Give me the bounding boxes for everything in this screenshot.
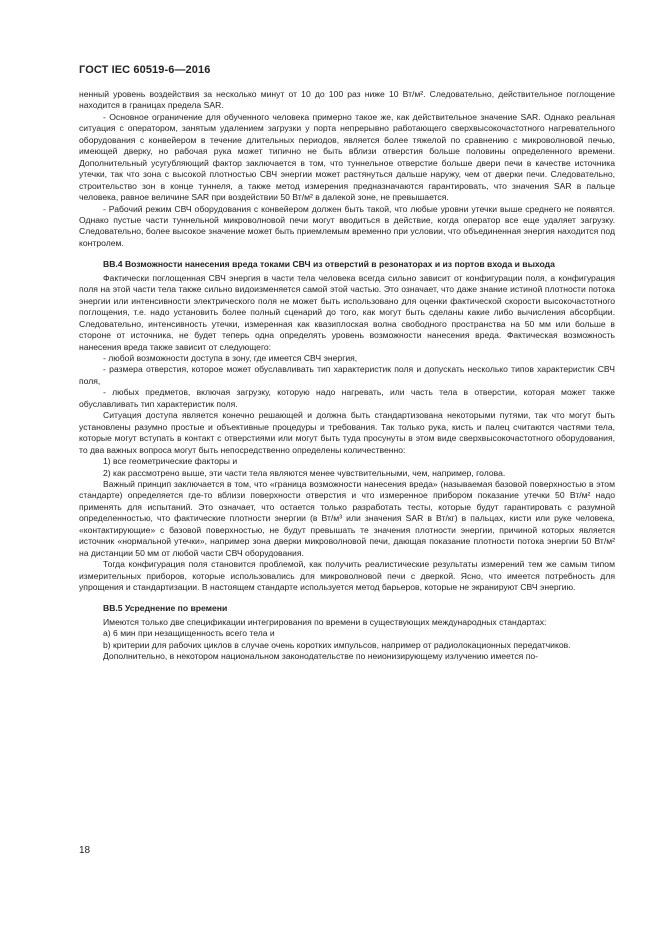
list-item: a) 6 мин при незащищенность всего тела и <box>103 628 275 639</box>
document-body <box>79 89 615 663</box>
document-header: ГОСТ IEC 60519-6—2016 <box>79 64 211 76</box>
paragraph: Ситуация доступа является конечно решающей и должна быть стандартизована некоторыми путями, так что могут быть установлены разумно простые и объективные процедуры и требования. Так только рука, кисть и палец считаются частями тела, которые могут вступать в контакт с отверстиями или могут быть туда просунуты в этом виде сверхвысокочастотного оборудования, то два важных вопроса могут быть непосредственно определены количественно: <box>79 410 615 455</box>
list-item: 2) как рассмотрено выше, эти части тела являются менее чувствительными, чем, например, голова. <box>103 467 506 478</box>
paragraph: Важный принцип заключается в том, что «граница возможности нанесения вреда» (называемая базовой поверхностью в этом стандарте) определяется где-то вблизи поверхности отверстия и что измеренное прибором показание утечки 50 Вт/м² надо применять для испытаний. Это означает, что остается только разработать тесты, которые будут гарантировать с разумной определенностью, что фактические плотности энергии (в Вт/м³ или значения SAR в Вт/кг) в пальцах, кисти или руке человека, «контактирующие» с базовой поверхностью, не будут превышать те значения плотности энергии, причиной которых является источник «нормальной утечки», например зона дверки микроволновой печи, дающая показание плотности потока энергии 50 Вт/м² на дистанции 50 мм от любой части СВЧ оборудования. <box>79 478 615 558</box>
section-heading-bb5: ВВ.5 Усреднение по времени <box>103 603 228 614</box>
paragraph: - Рабочий режим СВЧ оборудования с конвейером должен быть такой, что любые уровни утечки выше среднего не появятся. Однако пустые части туннельной микроволновой печи могут вводиться в действие, когда оператор все еще удаляет загрузку. Следовательно, более высокое значение может быть приемлемым временно при условии, что объединенная энергия находится под контролем. <box>79 203 615 248</box>
list-item: - размера отверстия, которое может обуславливать тип характеристик поля и допускать несколько типов характеристик СВЧ поля, <box>79 364 615 386</box>
paragraph: Фактически поглощенная СВЧ энергия в части тела человека всегда сильно зависит от конфигурации поля, а конфигурация поля на этой части тела также сильно видоизменяется самой этой частью. Это означает, что даже знание истиной плотности потока энергии или интенсивности электрического поля не может быть использовано для оценки фактической скорости высокочастотного поглощения, т.е. надо установить более полный сценарий до того, как могут быть сделаны какие либо вычисления абсорбции. Следовательно, интенсивность утечки, измеренная как квазиплоская волна свободного пространства на 50 мм или больше в стороне от источника, не будет теперь одна определять уровень возможности нанесения вреда. Фактическая возможность нанесения вреда также зависит от следующего: <box>79 272 615 352</box>
paragraph: ненный уровень воздействия за несколько минут от 10 до 100 раз ниже 10 Вт/м². Следовательно, действительное поглощение находится в границах предела SAR. <box>79 89 615 111</box>
list-item: - любой возможности доступа в зону, где имеется СВЧ энергия, <box>103 352 358 363</box>
paragraph: Тогда конфигурация поля становится проблемой, как получить реалистические результаты измерений тем же самым типом измерительных приборов, которые использовались для микроволновой печи с дверкой. Ясно, что имеется потребность для упрощения и стандартизации. В настоящем стандарте используется метод барьеров, которые не экранируют СВЧ энергию. <box>79 559 615 593</box>
section-heading-bb4: ВВ.4 Возможности нанесения вреда токами СВЧ из отверстий в резонаторах и из портов входа и выхода <box>103 259 555 270</box>
paragraph: - Основное ограничение для обученного человека примерно такое же, как действительное значение SAR. Однако реальная ситуация с оператором, занятым удалением загрузки у порта непрерывно работающего сверхвысокочастотного нагревательного оборудования с конвейером в течение длительных периодов, является более тяжелой по сравнению с микроволновой печью, имеющей дверку, но рабочая рука может типично не быть вблизи отверстия больше половины определенного времени. Дополнительный усугубляющий фактор заключается в том, что туннельное отверстие больше двери печи в качестве источника утечки, так что зона с высокой плотностью СВЧ энергии может растянуться дальше наружу, чем от дверки печи. Следовательно, строительство зон в конце туннеля, а также метод измерения предназначаются гарантировать, что значения SAR в пальце человека, равное величине SAR при воздействии 50 Вт/м² в далекой зоне, не превышается. <box>79 111 615 203</box>
paragraph: Имеются только две спецификации интегрирования по времени в существующих международных стандартах: <box>103 616 547 627</box>
list-item: b) критерии для рабочих циклов в случае очень коротких импульсов, например от радиолокационных передатчиков. <box>103 639 571 650</box>
list-item: - любых предметов, включая загрузку, которую надо нагревать, или часть тела в отверстии, которая может также обуславливать тип характеристик поля. <box>79 387 615 409</box>
page-number: 18 <box>79 845 91 856</box>
list-item: 1) все геометрические факторы и <box>103 456 238 467</box>
paragraph: Дополнительно, в некотором национальном законодательстве по неионизирующему излучению имеется по- <box>103 651 539 662</box>
